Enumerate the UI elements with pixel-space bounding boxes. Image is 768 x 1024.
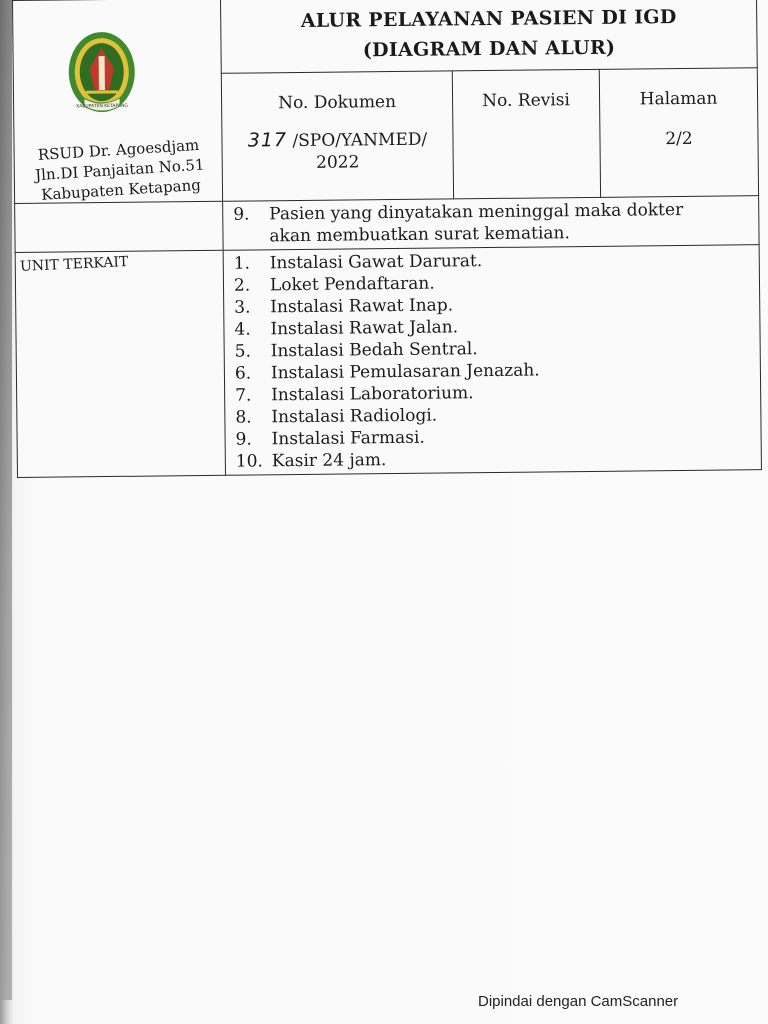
list-item: 1. Instalasi Gawat Darurat. bbox=[233, 251, 483, 274]
page-value: 2/2 bbox=[665, 128, 693, 150]
related-units-label-cell bbox=[15, 250, 225, 477]
hospital-regency: Kabupaten Ketapang bbox=[40, 175, 202, 204]
procedure-left-cell bbox=[15, 201, 224, 252]
document-title bbox=[221, 0, 757, 67]
related-units-list bbox=[223, 245, 761, 476]
list-item: 4. Instalasi Rawat Jalan. bbox=[234, 317, 459, 340]
title-line-2: (DIAGRAM DAN ALUR) bbox=[362, 36, 616, 62]
title-line-1: ALUR PELAYANAN PASIEN DI IGD bbox=[300, 6, 677, 32]
page-edge-shadow bbox=[0, 0, 12, 1000]
doc-number-value bbox=[222, 111, 453, 174]
revision-label: No. Revisi bbox=[482, 90, 571, 112]
revision-cell bbox=[452, 69, 600, 199]
logo-caption: KABUPATEN KETAPANG bbox=[76, 103, 128, 110]
list-item: 6. Instalasi Pemulasaran Jenazah. bbox=[234, 360, 540, 384]
procedure-cell bbox=[223, 196, 759, 251]
doc-number-code: /SPO/YANMED/ bbox=[292, 129, 428, 152]
procedure-item-9 bbox=[233, 198, 750, 247]
related-units-label: UNIT TERKAIT bbox=[19, 254, 129, 275]
doc-number-year: 2022 bbox=[315, 152, 360, 173]
hospital-address bbox=[23, 134, 216, 206]
hospital-name: RSUD Dr. Agoesdjam bbox=[37, 135, 200, 164]
document-body bbox=[12, 0, 762, 478]
hospital-cell bbox=[13, 0, 223, 203]
camscanner-watermark: Dipindai dengan CamScanner bbox=[478, 993, 679, 1010]
procedure-item-text-line1: Pasien yang dinyatakan meninggal maka dokter bbox=[269, 199, 684, 225]
list-item: 8. Instalasi Radiologi. bbox=[235, 405, 438, 428]
list-item: 9. Instalasi Farmasi. bbox=[235, 427, 425, 450]
kabupaten-ketapang-logo bbox=[65, 28, 138, 125]
procedure-item-text-line2: akan membuatkan surat kematian. bbox=[269, 223, 570, 247]
doc-number-handwritten: 317 bbox=[247, 129, 288, 152]
hospital-street: Jln.DI Panjaitan No.51 bbox=[34, 155, 205, 185]
list-item: 10. Kasir 24 jam. bbox=[235, 450, 387, 472]
procedure-item-number: 9. bbox=[233, 204, 250, 225]
doc-number-label: No. Dokumen bbox=[278, 91, 397, 114]
list-item: 2. Loket Pendaftaran. bbox=[233, 273, 435, 296]
page-label: Halaman bbox=[639, 88, 718, 110]
title-cell bbox=[220, 0, 757, 73]
doc-number-cell bbox=[221, 71, 453, 201]
sop-table bbox=[12, 0, 762, 478]
list-item: 3. Instalasi Rawat Inap. bbox=[234, 295, 454, 318]
page-cell bbox=[599, 68, 758, 198]
list-item: 5. Instalasi Bedah Sentral. bbox=[234, 339, 478, 362]
list-item: 7. Instalasi Laboratorium. bbox=[235, 383, 474, 406]
